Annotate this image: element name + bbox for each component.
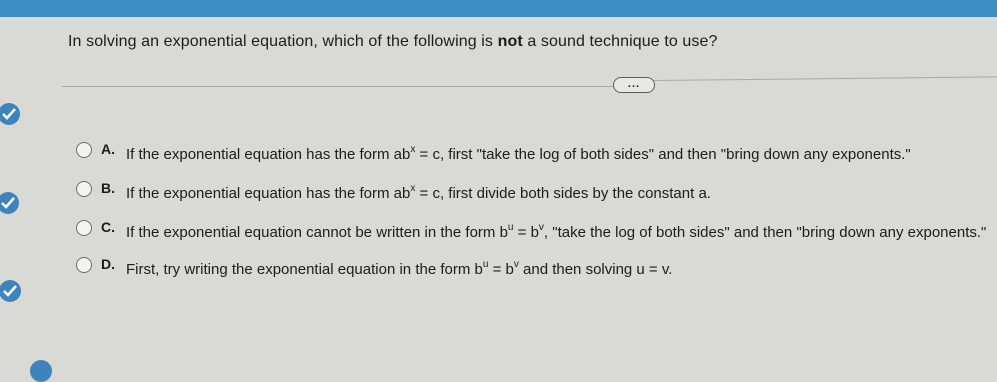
- check-icon: [0, 103, 20, 125]
- option-text-part: If the exponential equation cannot be written in the form b: [126, 224, 508, 241]
- question-suffix: a sound technique to use?: [522, 33, 718, 50]
- option-letter: D.: [101, 256, 115, 272]
- question-emphasis: not: [497, 33, 523, 50]
- divider: [654, 76, 997, 81]
- radio-icon[interactable]: [76, 142, 92, 158]
- option-text-part: = c, first divide both sides by the constant a.: [415, 185, 711, 202]
- option-text: [126, 144, 911, 163]
- check-icon: [0, 280, 21, 302]
- divider: [62, 86, 614, 87]
- top-bar: [0, 0, 997, 17]
- option-letter: A.: [101, 141, 115, 157]
- option-text-part: = b: [488, 261, 514, 278]
- option-text-part: First, try writing the exponential equation in the form b: [126, 261, 483, 278]
- option-text-part: If the exponential equation has the form ab: [126, 185, 411, 202]
- exponent: v: [538, 222, 544, 233]
- radio-icon[interactable]: [76, 257, 92, 273]
- exponent: v: [513, 259, 519, 270]
- exponent: u: [482, 259, 489, 270]
- more-button[interactable]: ...: [613, 77, 655, 93]
- exponent: u: [507, 222, 514, 233]
- option-letter: C.: [101, 219, 115, 235]
- radio-icon[interactable]: [76, 220, 92, 236]
- check-icon: [0, 192, 19, 214]
- option-text-part: = c, first "take the log of both sides" and then "bring down any exponents.": [415, 146, 911, 163]
- option-text-part: = b: [513, 224, 539, 241]
- question-text: [68, 33, 718, 51]
- exponent: x: [410, 144, 416, 155]
- option-text: [126, 183, 711, 202]
- radio-icon[interactable]: [76, 181, 92, 197]
- option-text: [126, 222, 986, 241]
- option-text-part: and then solving u = v.: [518, 261, 673, 278]
- exponent: x: [410, 183, 416, 194]
- option-text-part: If the exponential equation has the form ab: [126, 146, 411, 163]
- check-icon: [30, 360, 52, 382]
- option-text: [126, 259, 672, 278]
- option-letter: B.: [101, 180, 115, 196]
- option-text-part: , "take the log of both sides" and then "bring down any exponents.": [543, 224, 987, 241]
- question-prefix: In solving an exponential equation, which of the following is: [68, 33, 498, 50]
